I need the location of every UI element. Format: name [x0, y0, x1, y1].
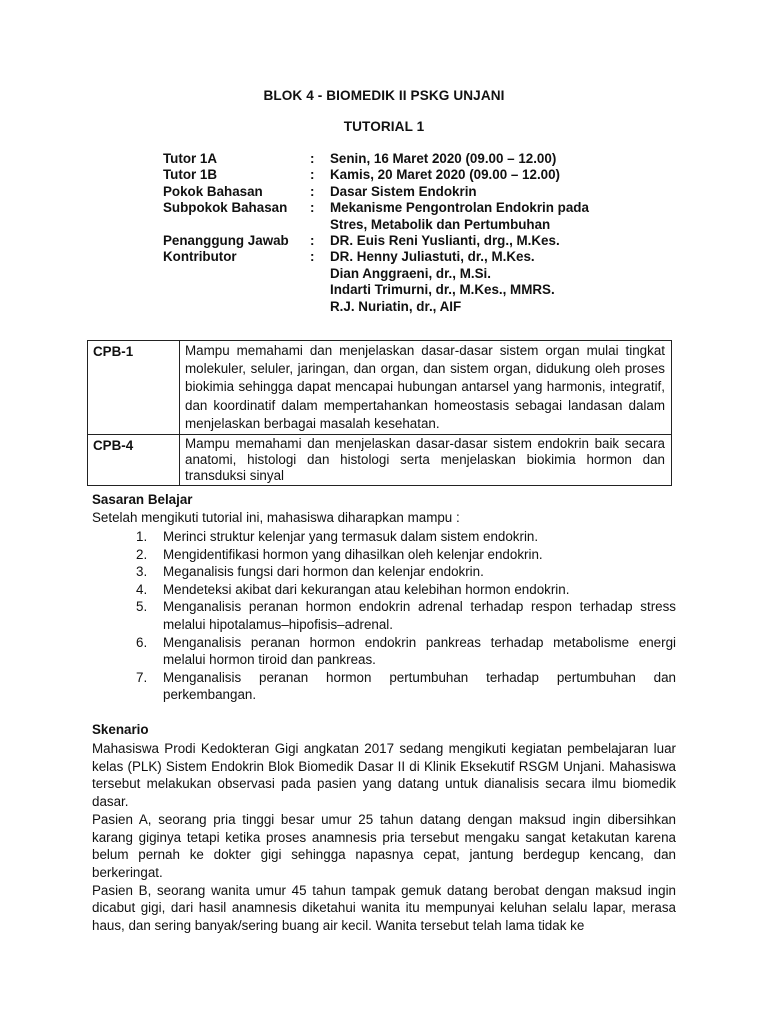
info-label: Kontributor	[163, 249, 237, 265]
cpb-code: CPB-1	[88, 341, 180, 435]
info-value-line: Indarti Trimurni, dr., M.Kes., MMRS.	[330, 282, 555, 298]
info-colon: :	[310, 249, 315, 265]
info-row-subpokok-bahasan	[163, 200, 643, 233]
info-value-line: Dian Anggraeni, dr., M.Si.	[330, 265, 491, 281]
tutorial-info	[163, 151, 643, 315]
document-subtitle: TUTORIAL 1	[343, 119, 425, 134]
list-text: Menganalisis peranan hormon endokrin adrenal terhadap respon terhadap stress melalui hipotalamus–hipofisis–adrenal.	[163, 599, 676, 632]
info-value-line: Dasar Sistem Endokrin	[330, 183, 477, 199]
list-number: 1.	[136, 529, 148, 544]
list-item	[136, 563, 676, 581]
document-title: BLOK 4 - BIOMEDIK II PSKG UNJANI	[263, 88, 505, 103]
list-number: 4.	[136, 581, 148, 597]
list-item	[136, 598, 676, 633]
cpb-table	[87, 340, 672, 486]
info-value-line: Mekanisme Pengontrolan Endokrin pada	[330, 200, 589, 216]
info-row-tutor-1a	[163, 151, 643, 167]
info-row-pokok-bahasan	[163, 184, 643, 200]
skenario-body	[92, 740, 676, 935]
list-text: Mengidentifikasi hormon yang dihasilkan oleh kelenjar endokrin.	[163, 546, 543, 562]
info-colon: :	[310, 200, 315, 216]
list-item	[136, 528, 676, 546]
info-value	[330, 184, 643, 200]
info-value-line: Senin, 16 Maret 2020 (09.00 – 12.00)	[330, 151, 557, 166]
cpb-description: Mampu memahami dan menjelaskan dasar-dasar sistem endokrin baik secara anatomi, histologi dan histologi serta menjelaskan biokimia hormon dan transduksi sinyal	[180, 435, 672, 486]
skenario-paragraph: Pasien B, seorang wanita umur 45 tahun tampak gemuk datang berobat dengan maksud ingin dicabut gigi, dari hasil anamnesis diketahui wanita itu mempunyai keluhan selalu lapar, merasa haus, dan sering banyak/sering buang air kecil. Wanita tersebut telah lama tidak ke	[92, 882, 676, 934]
list-item	[136, 634, 676, 669]
table-row	[88, 341, 672, 435]
info-value	[330, 233, 643, 249]
info-colon: :	[310, 167, 315, 183]
list-text: Menganalisis peranan hormon pertumbuhan terhadap pertumbuhan dan perkembangan.	[163, 669, 676, 703]
info-colon: :	[310, 151, 315, 166]
info-label: Subpokok Bahasan	[163, 200, 288, 216]
list-number: 5.	[136, 599, 148, 615]
info-colon: :	[310, 183, 315, 199]
sasaran-intro: Setelah mengikuti tutorial ini, mahasiswa diharapkan mampu :	[92, 510, 460, 525]
info-value	[330, 200, 643, 233]
skenario-paragraph: Pasien A, seorang pria tinggi besar umur 25 tahun datang dengan maksud ingin dibersihkan karang giginya tetapi ketika proses anamnesis pria tersebut mengaku sangat ketakutan karena belum pernah ke dokter gigi sehingga napasnya cepat, jantung berdegup kencang, dan berkeringat.	[92, 811, 676, 880]
info-label: Penanggung Jawab	[163, 233, 289, 249]
info-row-kontributor	[163, 249, 643, 315]
info-value-line: DR. Euis Reni Yuslianti, drg., M.Kes.	[330, 233, 560, 249]
list-number: 6.	[136, 634, 148, 650]
list-item	[136, 669, 676, 704]
list-text: Merinci struktur kelenjar yang termasuk dalam sistem endokrin.	[163, 529, 539, 544]
list-text: Mendeteksi akibat dari kekurangan atau kelebihan hormon endokrin.	[163, 581, 570, 597]
objectives-list	[136, 528, 676, 704]
info-value	[330, 151, 643, 167]
list-number: 3.	[136, 564, 148, 580]
info-row-penanggung-jawab	[163, 233, 643, 249]
info-label: Pokok Bahasan	[163, 183, 263, 199]
skenario-paragraph: Mahasiswa Prodi Kedokteran Gigi angkatan 2017 sedang mengikuti kegiatan pembelajaran luar kelas (PLK) Sistem Endokrin Blok Biomedik Dasar II di Klinik Eksekutif RSGM Unjani. Mahasiswa tersebut melakukan observasi pada pasien yang datang untuk dianalisis secara ilmu biomedik dasar.	[92, 741, 676, 810]
list-text: Menganalisis peranan hormon endokrin pankreas terhadap metabolisme energi melalui hormon tiroid dan pankreas.	[163, 634, 676, 668]
info-label: Tutor 1B	[163, 167, 218, 183]
cpb-code: CPB-4	[88, 435, 180, 486]
cpb-description: Mampu memahami dan menjelaskan dasar-dasar sistem organ mulai tingkat molekuler, seluler, jaringan, dan organ, dan sistem organ, didukung oleh proses biokimia sehingga dapat mencapai hubungan antarsel yang harmonis, integratif, dan koordinatif dalam mempertahankan homeostasis sebagai landasan dalam menjelaskan berbagai masalah kesehatan.	[180, 341, 672, 435]
info-colon: :	[310, 233, 315, 249]
info-value-line: Stres, Metabolik dan Pertumbuhan	[330, 216, 551, 232]
list-text: Meganalisis fungsi dari hormon dan kelenjar endokrin.	[163, 564, 484, 580]
info-value-line: R.J. Nuriatin, dr., AIF	[330, 298, 462, 314]
info-row-tutor-1b	[163, 167, 643, 183]
info-label: Tutor 1A	[163, 151, 218, 166]
info-value-line: DR. Henny Juliastuti, dr., M.Kes.	[330, 249, 535, 265]
skenario-heading: Skenario	[92, 722, 149, 737]
info-value	[330, 167, 643, 183]
list-number: 7.	[136, 669, 148, 685]
sasaran-heading: Sasaran Belajar	[92, 492, 193, 507]
info-value-line: Kamis, 20 Maret 2020 (09.00 – 12.00)	[330, 167, 561, 183]
table-row	[88, 435, 672, 486]
list-item	[136, 581, 676, 599]
info-value	[330, 249, 643, 315]
list-item	[136, 546, 676, 564]
list-number: 2.	[136, 546, 148, 562]
